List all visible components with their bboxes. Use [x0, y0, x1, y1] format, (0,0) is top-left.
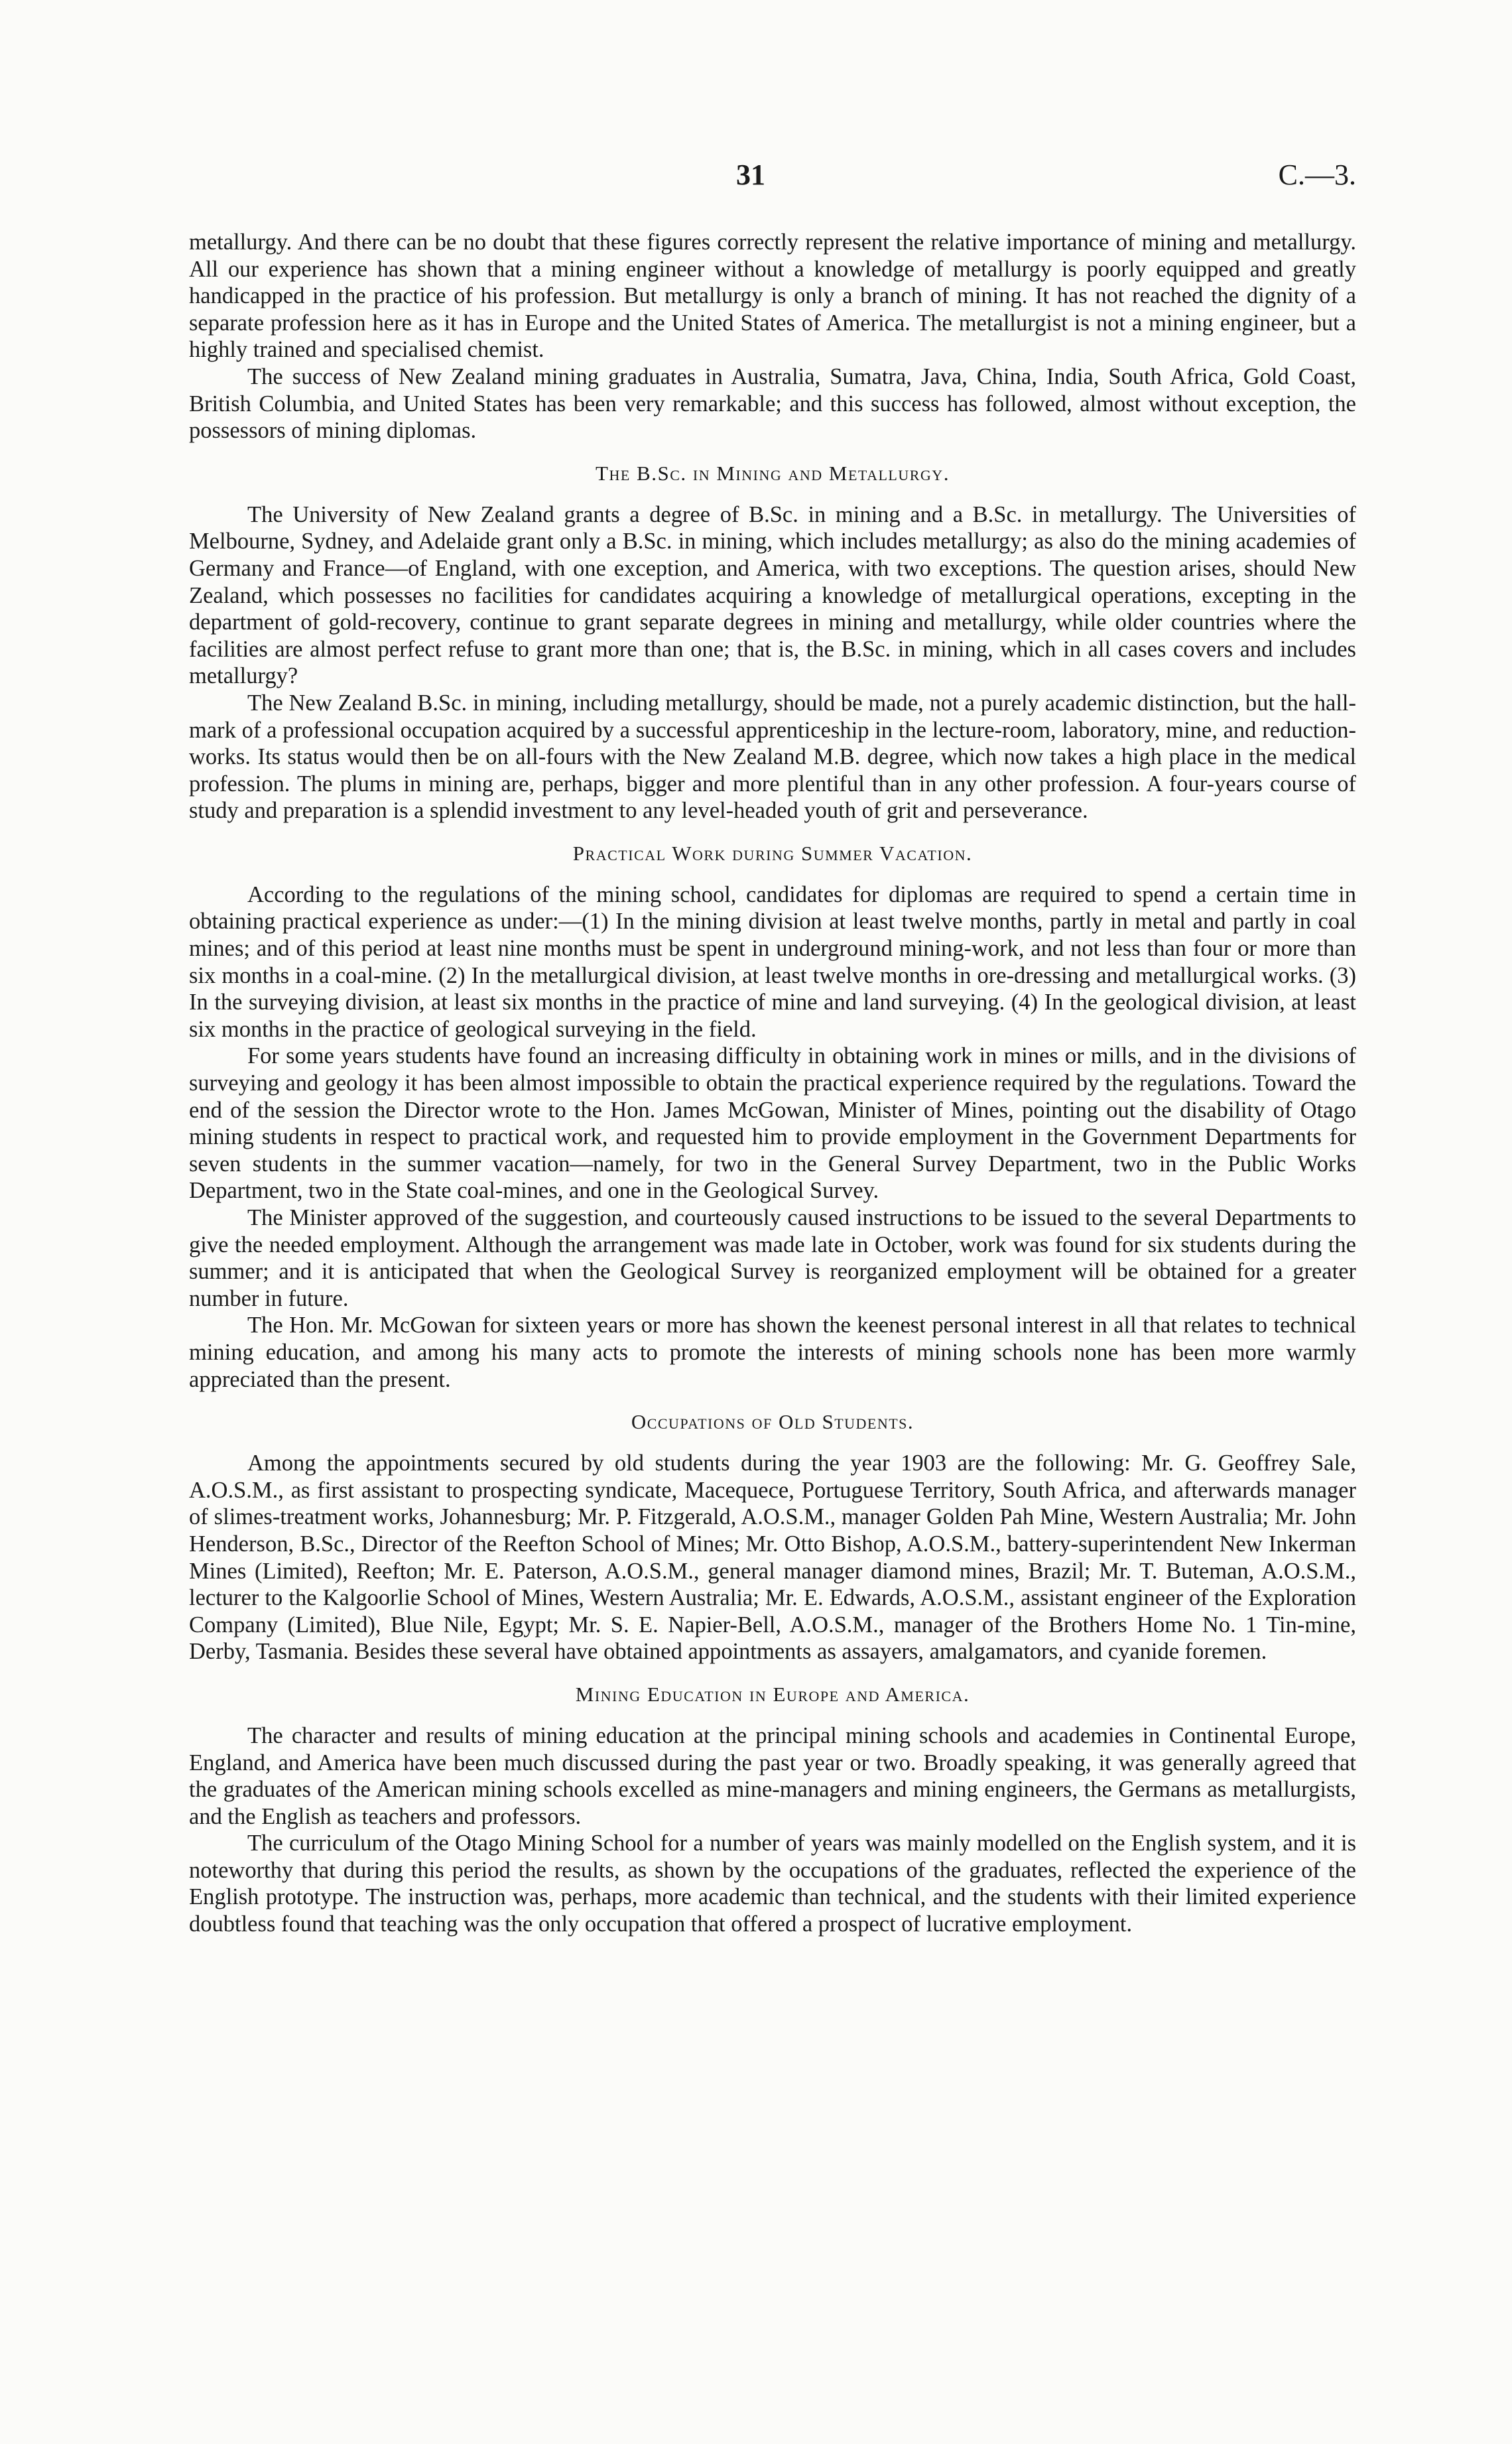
page-number: 31: [736, 159, 765, 191]
section-heading: Practical Work during Summer Vacation.: [572, 841, 973, 865]
document-reference: C.—3.: [1278, 159, 1356, 191]
page-body: [189, 229, 1356, 1938]
paragraph: The Hon. Mr. McGowan for sixteen years or more has shown the keenest personal interest in all that relates to technical mining education, and among his many acts to promote the interests of mining schools none has been more warmly appreciated than the present.: [189, 1313, 1356, 1392]
paragraph: The curriculum of the Otago Mining School for a number of years was mainly modelled on the English system, and it is noteworthy that during this period the results, as shown by the occupations of the graduates, reflected the experience of the English prototype. The instruction was, perhaps, more academic than technical, and the students with their limited experience doubtless found that teaching was the only occupation that offered a prospect of lucrative employment.: [189, 1831, 1356, 1937]
paragraph: The New Zealand B.Sc. in mining, including metallurgy, should be made, not a purely academic distinction, but the hall-mark of a professional occupation acquired by a successful apprenticeship in the lecture-room, laboratory, mine, and reduction-works. Its status would then be on all-fours with the New Zealand M.B. degree, which now takes a high place in the medical profession. The plums in mining are, perhaps, bigger and more plentiful than in any other profession. A four-years course of study and preparation is a splendid investment to any level-headed youth of grit and perseverance.: [189, 690, 1356, 824]
section-heading: The B.Sc. in Mining and Metallurgy.: [596, 461, 950, 485]
section-mining-education: [189, 1681, 1356, 1938]
paragraph: For some years students have found an increasing difficulty in obtaining work in mines or mills, and in the divisions of surveying and geology it has been almost impossible to obtain the practical experience required by the regulations. Toward the end of the session the Director wrote to the Hon. James McGowan, Minister of Mines, pointing out the disability of Otago mining students in respect to practical work, and requested him to provide employment in the Government Departments for seven students in the summer vacation—namely, for two in the General Survey Department, two in the Public Works Department, two in the State coal-mines, and one in the Geological Survey.: [189, 1043, 1356, 1204]
section-old-students: [189, 1409, 1356, 1665]
section-heading: Occupations of Old Students.: [631, 1410, 914, 1434]
page-header: [189, 158, 1356, 198]
paragraph: metallurgy. And there can be no doubt that these figures correctly represent the relative importance of mining and metallurgy. All our experience has shown that a mining engineer without a knowledge of metallurgy is poorly equipped and greatly handicapped in the practice of his profession. But metallurgy is only a branch of mining. It has not reached the dignity of a separate profession here as it has in Europe and the United States of America. The metallurgist is not a mining engineer, but a highly trained and specialised chemist.: [189, 229, 1356, 363]
paragraph: The character and results of mining education at the principal mining schools and academies in Continental Europe, England, and America have been much discussed during the past year or two. Broadly speaking, it was generally agreed that the graduates of the American mining schools excelled as mine-managers and mining engineers, the Germans as metallurgists, and the English as teachers and professors.: [189, 1722, 1356, 1829]
paragraph: Among the appointments secured by old students during the year 1903 are the following: Mr. G. Geoffrey Sale, A.O.S.M., as first assistant to prospecting syndicate, Macequece, Portuguese Territory, South Africa, and afterwards manager of slimes-treatment works, Johannesburg; Mr. P. Fitzgerald, A.O.S.M., manager Golden Pah Mine, Western Australia; Mr. John Henderson, B.Sc., Director of the Reefton School of Mines; Mr. Otto Bishop, A.O.S.M., battery-superintendent New Inkerman Mines (Limited), Reefton; Mr. E. Paterson, A.O.S.M., general manager diamond mines, Brazil; Mr. T. Buteman, A.O.S.M., lecturer to the Kalgoorlie School of Mines, Western Australia; Mr. E. Edwards, A.O.S.M., assistant engineer of the Exploration Company (Limited), Blue Nile, Egypt; Mr. S. E. Napier-Bell, A.O.S.M., manager of the Brothers Home No. 1 Tin-mine, Derby, Tasmania. Besides these several have obtained appointments as assayers, amalgamators, and cyanide foremen.: [189, 1450, 1356, 1665]
paragraph: The Minister approved of the suggestion, and courteously caused instructions to be issued to the several Departments to give the needed employment. Although the arrangement was made late in October, work was found for six students during the summer; and it is anticipated that when the Geological Survey is reorganized employment will be obtained for a greater number in future.: [189, 1205, 1356, 1311]
section-heading: Mining Education in Europe and America.: [575, 1682, 970, 1706]
section-bsc-mining-metallurgy: [189, 460, 1356, 824]
paragraph: According to the regulations of the mining school, candidates for diplomas are required to spend a certain time in obtaining practical experience as under:—(1) In the mining division at least twelve months, partly in metal and partly in coal mines; and of this period at least nine months must be spent in underground mining-work, and not less than four or more than six months in a coal-mine. (2) In the metallurgical division, at least twelve months in ore-dressing and metallurgical works. (3) In the surveying division, at least six months in the practice of mine and land surveying. (4) In the geological division, at least six months in the practice of geological surveying in the field.: [189, 881, 1356, 1042]
section-intro: [189, 229, 1356, 444]
paragraph: The University of New Zealand grants a degree of B.Sc. in mining and a B.Sc. in metallurgy. The Universities of Melbourne, Sydney, and Adelaide grant only a B.Sc. in mining, which includes metallurgy; as also do the mining academies of Germany and France—of England, with one exception, and America, with two exceptions. The question arises, should New Zealand, which possesses no facilities for candidates acquiring a knowledge of metallurgical operations, excepting in the department of gold-recovery, continue to grant separate degrees in mining and metallurgy, while older countries where the facilities are almost perfect refuse to grant more than one; that is, the B.Sc. in mining, which in all cases covers and includes metallurgy?: [189, 501, 1356, 689]
paragraph: The success of New Zealand mining graduates in Australia, Sumatra, Java, China, India, South Africa, Gold Coast, British Columbia, and United States has been very remarkable; and this success has followed, almost without exception, the possessors of mining diplomas.: [189, 363, 1356, 444]
section-practical-work: [189, 840, 1356, 1393]
